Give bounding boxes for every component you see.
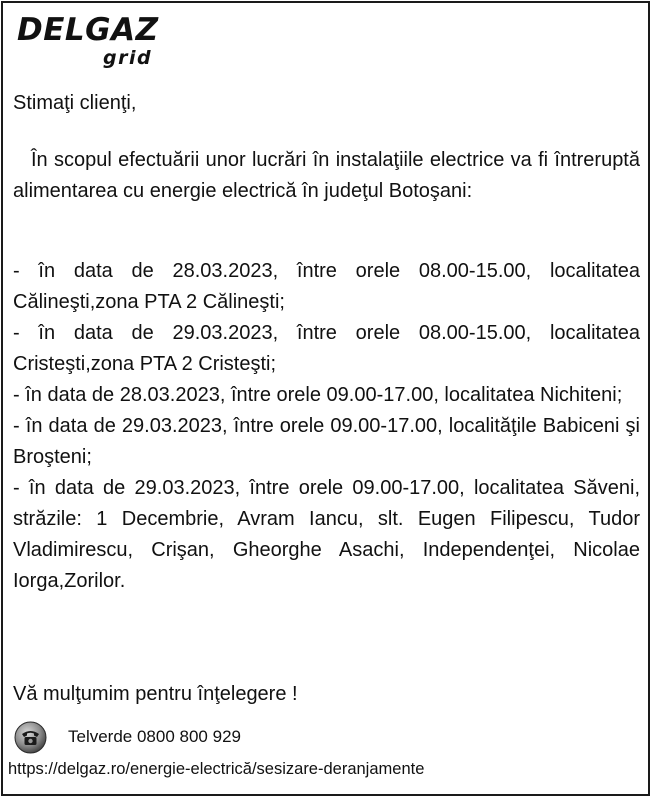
thanks-line: Vă mulţumim pentru înţelegere ! (13, 683, 298, 705)
phone-number-text: Telverde 0800 800 929 (68, 727, 241, 746)
logo-sub-text: grid (103, 47, 153, 69)
outage-item: - în data de 29.03.2023, între orele 09.00-17.00, localităţile Babiceni şi Broşteni; (13, 415, 640, 468)
logo-main-text: DELGAZ (17, 12, 159, 48)
phone-contact (14, 720, 241, 754)
intro-paragraph: În scopul efectuării unor lucrări în instalaţiile electrice va fi întreruptă alimentarea cu energie electrică în judeţul Botoşani: (13, 149, 640, 202)
report-url[interactable]: https://delgaz.ro/energie-electrică/sesizare-deranjamente (8, 760, 425, 778)
outage-item: - în data de 28.03.2023, între orele 08.00-15.00, localitatea Călineşti,zona PTA 2 Călineşti; (13, 260, 640, 313)
greeting: Stimaţi clienţi, (13, 92, 137, 114)
phone-icon (14, 721, 47, 754)
outage-item: - în data de 28.03.2023, între orele 09.00-17.00, localitatea Nichiteni; (13, 384, 623, 406)
outage-item: - în data de 29.03.2023, între orele 08.00-15.00, localitatea Cristeşti,zona PTA 2 Cristeşti; (13, 322, 640, 375)
delgaz-grid-logo (14, 10, 164, 70)
outage-item: - în data de 29.03.2023, între orele 09.00-17.00, localitatea Săveni, străzile: 1 Decembrie, Avram Iancu, slt. Eugen Filipescu, Tudor Vladimirescu, Crişan, Gheorghe Asachi, Independenţei, Nicolae Iorga,Zorilor. (13, 477, 640, 592)
outage-list (13, 256, 640, 597)
